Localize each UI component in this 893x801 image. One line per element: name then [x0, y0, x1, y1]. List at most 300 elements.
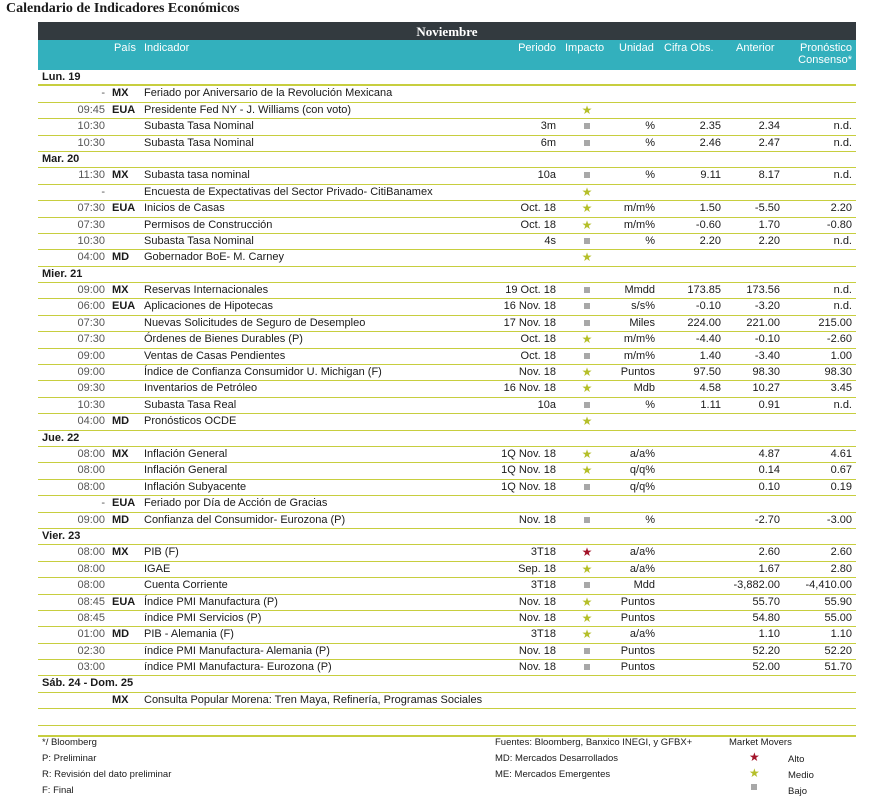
row-country: EUA — [112, 497, 136, 510]
table-row — [38, 365, 856, 381]
row-indicator: Subasta tasa nominal — [144, 169, 250, 182]
row-indicator: Ventas de Casas Pendientes — [144, 349, 286, 362]
header-indicador: Indicador — [144, 42, 190, 54]
row-forecast: n.d. — [833, 136, 852, 149]
row-indicator: Inflación Subyacente — [144, 480, 247, 493]
row-period: Nov. 18 — [518, 513, 556, 526]
row-forecast: -2.60 — [826, 333, 852, 346]
row-observed: 2.20 — [699, 234, 721, 247]
table-row — [38, 627, 856, 643]
footer-bloomberg: */ Bloomberg — [42, 737, 97, 748]
row-time: 09:00 — [77, 366, 105, 379]
table-row — [38, 644, 856, 660]
row-previous: 0.10 — [758, 480, 780, 493]
row-forecast: n.d. — [833, 169, 852, 182]
row-previous: -3,882.00 — [733, 579, 780, 592]
row-unit: m/m% — [623, 349, 655, 362]
impact-low-icon — [581, 645, 593, 657]
impact-medium-icon: ★ — [581, 381, 593, 396]
impact-low-icon — [581, 300, 593, 312]
row-previous: 0.91 — [758, 398, 780, 411]
impact-low-icon — [581, 514, 593, 526]
row-country: MX — [112, 169, 129, 182]
row-observed: 4.58 — [699, 382, 721, 395]
row-period: 10a — [537, 169, 556, 182]
table-row — [38, 250, 856, 266]
row-forecast: 2.80 — [830, 562, 852, 575]
row-time: 11:30 — [78, 169, 105, 182]
row-forecast: 3.45 — [830, 382, 852, 395]
row-previous: 8.17 — [758, 169, 780, 182]
row-unit: s/s% — [631, 300, 655, 313]
row-observed: 1.50 — [699, 202, 721, 215]
table-row — [38, 234, 856, 250]
row-previous: -3.20 — [754, 300, 780, 313]
row-indicator: Índice PMI Manufactura (P) — [144, 595, 278, 608]
legend-medio-icon: ★ — [749, 766, 760, 780]
legend-bajo-icon — [751, 784, 757, 790]
row-time: - — [101, 87, 105, 100]
row-period: 4s — [544, 234, 556, 247]
page-title: Calendario de Indicadores Económicos — [6, 1, 240, 16]
row-country: MD — [112, 628, 130, 641]
header-unidad: Unidad — [619, 42, 654, 54]
row-country: MX — [112, 447, 129, 460]
row-time: 06:00 — [77, 300, 105, 313]
row-observed: 9.11 — [700, 169, 721, 182]
row-period: Oct. 18 — [520, 349, 556, 362]
row-period: Nov. 18 — [518, 611, 556, 624]
row-unit: Puntos — [620, 595, 655, 608]
table-row — [38, 283, 856, 299]
row-observed: 2.46 — [699, 136, 721, 149]
row-forecast: -0.80 — [826, 218, 852, 231]
row-unit: m/m% — [623, 202, 655, 215]
row-time: 07:30 — [77, 333, 105, 346]
impact-low-icon — [581, 120, 593, 132]
row-previous: 2.20 — [758, 234, 780, 247]
row-forecast: 1.00 — [830, 349, 852, 362]
row-unit: m/m% — [623, 333, 655, 346]
date-label: Vier. 23 — [42, 529, 81, 542]
impact-low-icon — [581, 481, 593, 493]
row-time: 09:30 — [77, 382, 105, 395]
row-time: 02:30 — [77, 644, 105, 657]
table-row — [38, 595, 856, 611]
row-period: 1Q Nov. 18 — [501, 480, 556, 493]
row-previous: 55.70 — [752, 595, 780, 608]
row-previous: 1.70 — [758, 218, 780, 231]
row-unit: Puntos — [620, 661, 655, 674]
row-forecast: 52.20 — [824, 644, 852, 657]
row-forecast: 0.67 — [830, 464, 852, 477]
table-row — [38, 414, 856, 430]
row-time: - — [101, 497, 105, 510]
impact-medium-icon: ★ — [581, 561, 593, 576]
row-previous: 52.20 — [752, 644, 780, 657]
impact-medium-icon: ★ — [581, 446, 593, 461]
row-unit: Mdb — [633, 382, 655, 395]
impact-medium-icon: ★ — [581, 332, 593, 347]
row-observed: 173.85 — [687, 284, 721, 297]
row-indicator: Subasta Tasa Nominal — [144, 234, 254, 247]
row-forecast: 2.20 — [830, 202, 852, 215]
header-impacto: Impacto — [565, 42, 605, 54]
header-pronostico-line2: Consenso* — [798, 54, 852, 66]
impact-medium-icon: ★ — [581, 184, 593, 199]
row-previous: 4.87 — [758, 447, 780, 460]
row-unit: q/q% — [629, 464, 655, 477]
table-row — [38, 316, 856, 332]
row-previous: 1.67 — [758, 562, 780, 575]
row-unit: % — [645, 234, 655, 247]
row-unit: m/m% — [623, 218, 655, 231]
row-indicator: Confianza del Consumidor- Eurozona (P) — [144, 513, 346, 526]
row-forecast: n.d. — [833, 120, 852, 133]
table-row — [38, 545, 856, 561]
table-row — [38, 299, 856, 315]
date-label: Mar. 20 — [42, 152, 80, 165]
impact-low-icon — [581, 235, 593, 247]
footer-fuentes: Fuentes: Bloomberg, Banxico INEGI, y GFBX+ — [495, 737, 693, 748]
row-unit: Mmdd — [624, 284, 655, 297]
row-time: 10:30 — [77, 120, 105, 133]
row-country: EUA — [112, 103, 136, 116]
impact-medium-icon: ★ — [581, 217, 593, 232]
row-time: 09:00 — [77, 349, 105, 362]
row-previous: -3.40 — [754, 349, 780, 362]
row-previous: 0.14 — [758, 464, 780, 477]
row-observed: 1.40 — [699, 349, 721, 362]
impact-medium-icon: ★ — [581, 610, 593, 625]
row-country: MD — [112, 251, 130, 264]
row-country: EUA — [112, 595, 136, 608]
row-indicator: PIB (F) — [144, 546, 179, 559]
row-indicator: Inicios de Casas — [144, 202, 225, 215]
legend-bajo-label: Bajo — [788, 786, 808, 797]
header-pais: País — [114, 42, 137, 54]
impact-low-icon — [581, 317, 593, 329]
table-row — [38, 332, 856, 348]
row-indicator: Feriado por Aniversario de la Revolución Mexicana — [144, 87, 393, 100]
row-time: 09:45 — [77, 103, 105, 116]
table-row — [38, 660, 856, 676]
row-indicator: Encuesta de Expectativas del Sector Privado- CitiBanamex — [144, 185, 433, 198]
row-previous: 2.34 — [758, 120, 780, 133]
impact-low-icon — [581, 284, 593, 296]
row-forecast: n.d. — [833, 234, 852, 247]
row-indicator: Presidente Fed NY - J. Williams (con voto) — [144, 103, 352, 116]
row-time: 10:30 — [77, 136, 105, 149]
row-unit: Mdd — [633, 579, 655, 592]
table-row — [38, 693, 856, 709]
date-label: Mier. 21 — [42, 267, 83, 280]
row-unit: a/a% — [629, 562, 655, 575]
row-forecast: 215.00 — [818, 316, 852, 329]
row-time: 08:00 — [77, 480, 105, 493]
row-forecast: 98.30 — [824, 366, 852, 379]
row-previous: 221.00 — [746, 316, 780, 329]
row-time: 08:00 — [77, 546, 105, 559]
row-indicator: Pronósticos OCDE — [144, 415, 237, 428]
row-indicator: índice PMI Manufactura- Eurozona (P) — [144, 661, 332, 674]
table-header — [38, 40, 856, 70]
row-indicator: Gobernador BoE- M. Carney — [144, 251, 285, 264]
table-row — [38, 447, 856, 463]
table-row — [38, 136, 856, 152]
impact-high-icon: ★ — [581, 545, 593, 560]
row-country: EUA — [112, 202, 136, 215]
row-period: 3T18 — [530, 579, 556, 592]
row-indicator: índice PMI Manufactura- Alemania (P) — [144, 644, 330, 657]
footer-final: F: Final — [42, 785, 74, 796]
row-forecast: 2.60 — [830, 546, 852, 559]
table-row — [38, 398, 856, 414]
row-period: Nov. 18 — [518, 366, 556, 379]
row-period: Oct. 18 — [520, 218, 556, 231]
table-row — [38, 381, 856, 397]
row-forecast: n.d. — [833, 284, 852, 297]
row-unit: % — [645, 398, 655, 411]
impact-low-icon — [581, 169, 593, 181]
row-indicator: Aplicaciones de Hipotecas — [144, 300, 274, 313]
row-previous: 1.10 — [758, 628, 780, 641]
row-forecast: 0.19 — [830, 480, 852, 493]
row-unit: % — [645, 513, 655, 526]
footer-movers: Market Movers — [729, 737, 792, 748]
impact-medium-icon: ★ — [581, 627, 593, 642]
row-observed: 2.35 — [699, 120, 721, 133]
row-period: 1Q Nov. 18 — [501, 447, 556, 460]
row-previous: 54.80 — [752, 611, 780, 624]
impact-medium-icon: ★ — [581, 102, 593, 117]
header-pronostico-line1: Pronóstico — [800, 42, 852, 54]
row-period: 19 Oct. 18 — [505, 284, 556, 297]
row-time: 07:30 — [77, 218, 105, 231]
row-unit: Puntos — [620, 366, 655, 379]
row-country: MD — [112, 513, 130, 526]
row-indicator: Inflación General — [144, 464, 228, 477]
row-period: 3T18 — [530, 546, 556, 559]
row-observed: -0.60 — [695, 218, 721, 231]
row-time: 08:00 — [77, 447, 105, 460]
row-unit: Puntos — [620, 611, 655, 624]
row-period: Sep. 18 — [518, 562, 556, 575]
row-unit: % — [645, 169, 655, 182]
row-previous: 98.30 — [752, 366, 780, 379]
row-country: MX — [112, 87, 129, 100]
row-time: 03:00 — [77, 661, 105, 674]
row-unit: a/a% — [629, 447, 655, 460]
row-time: 08:45 — [77, 611, 105, 624]
row-previous: 10.27 — [752, 382, 780, 395]
row-time: 09:00 — [77, 513, 105, 526]
date-group-row — [38, 676, 856, 692]
table-row — [38, 513, 856, 529]
table-row — [38, 349, 856, 365]
impact-medium-icon: ★ — [581, 594, 593, 609]
row-observed: -4.40 — [695, 333, 721, 346]
row-forecast: n.d. — [833, 300, 852, 313]
row-previous: -2.70 — [754, 513, 780, 526]
legend-alto-label: Alto — [788, 754, 805, 765]
row-period: Nov. 18 — [518, 644, 556, 657]
row-period: 3m — [540, 120, 556, 133]
row-country: MX — [112, 693, 129, 706]
row-unit: Puntos — [620, 644, 655, 657]
impact-low-icon — [581, 350, 593, 362]
footer-preliminar: P: Preliminar — [42, 753, 97, 764]
row-unit: % — [645, 136, 655, 149]
table-row — [38, 480, 856, 496]
table-row — [38, 611, 856, 627]
row-period: 3T18 — [530, 628, 556, 641]
row-time: 09:00 — [77, 284, 105, 297]
row-previous: 52.00 — [752, 661, 780, 674]
header-anterior: Anterior — [736, 42, 775, 54]
row-forecast: 4.61 — [830, 447, 852, 460]
impact-low-icon — [581, 137, 593, 149]
impact-low-icon — [581, 399, 593, 411]
row-indicator: Permisos de Construcción — [144, 218, 273, 231]
row-period: 6m — [540, 136, 556, 149]
row-time: 08:00 — [77, 562, 105, 575]
table-row — [38, 119, 856, 135]
header-periodo: Periodo — [518, 42, 556, 54]
row-indicator: Inflación General — [144, 447, 228, 460]
table-row — [38, 709, 856, 725]
impact-medium-icon: ★ — [581, 201, 593, 216]
row-time: 04:00 — [77, 415, 105, 428]
row-previous: 2.47 — [758, 136, 780, 149]
footer — [38, 737, 856, 801]
footer-me: ME: Mercados Emergentes — [495, 769, 611, 780]
calendar-table-body — [38, 70, 856, 726]
row-indicator: Inventarios de Petróleo — [144, 382, 258, 395]
table-row — [38, 496, 856, 512]
row-unit: Miles — [629, 316, 655, 329]
row-country: EUA — [112, 300, 136, 313]
impact-medium-icon: ★ — [581, 463, 593, 478]
row-indicator: Feriado por Día de Acción de Gracias — [144, 497, 328, 510]
impact-medium-icon: ★ — [581, 365, 593, 380]
row-indicator: Consulta Popular Morena: Tren Maya, Refinería, Programas Sociales — [144, 693, 483, 706]
footer-revision: R: Revisión del dato preliminar — [42, 769, 172, 780]
row-time: 10:30 — [77, 234, 105, 247]
row-time: 07:30 — [77, 202, 105, 215]
table-row — [38, 463, 856, 479]
row-unit: % — [645, 120, 655, 133]
row-period: Nov. 18 — [518, 595, 556, 608]
row-indicator: Reservas Internacionales — [144, 284, 269, 297]
row-observed: 97.50 — [693, 366, 721, 379]
row-time: 08:00 — [77, 579, 105, 592]
row-forecast: 51.70 — [824, 661, 852, 674]
date-group-row — [38, 431, 856, 447]
month-header: Noviembre — [38, 22, 856, 40]
impact-low-icon — [581, 579, 593, 591]
row-period: 1Q Nov. 18 — [501, 464, 556, 477]
row-country: MX — [112, 284, 129, 297]
date-group-row — [38, 529, 856, 545]
table-row — [38, 103, 856, 119]
row-previous: -5.50 — [754, 202, 780, 215]
row-forecast: n.d. — [833, 398, 852, 411]
row-forecast: -3.00 — [826, 513, 852, 526]
row-country: MX — [112, 546, 129, 559]
row-time: 10:30 — [77, 398, 105, 411]
impact-low-icon — [581, 661, 593, 673]
date-label: Jue. 22 — [42, 431, 80, 444]
row-observed: 224.00 — [687, 316, 721, 329]
row-indicator: Subasta Tasa Nominal — [144, 120, 254, 133]
row-observed: 1.11 — [700, 398, 721, 411]
row-previous: 2.60 — [758, 546, 780, 559]
row-period: 17 Nov. 18 — [503, 316, 556, 329]
row-period: Oct. 18 — [520, 202, 556, 215]
row-period: 16 Nov. 18 — [503, 382, 556, 395]
table-row — [38, 185, 856, 201]
row-indicator: Nuevas Solicitudes de Seguro de Desempleo — [144, 316, 366, 329]
row-country: MD — [112, 415, 130, 428]
row-indicator: Órdenes de Bienes Durables (P) — [144, 333, 303, 346]
row-previous: 173.56 — [746, 284, 780, 297]
impact-medium-icon: ★ — [581, 414, 593, 429]
date-group-row — [38, 152, 856, 168]
row-indicator: PIB - Alemania (F) — [144, 628, 234, 641]
row-period: 16 Nov. 18 — [503, 300, 556, 313]
row-time: 08:45 — [77, 595, 105, 608]
legend-medio-label: Medio — [788, 770, 814, 781]
row-time: 08:00 — [77, 464, 105, 477]
impact-medium-icon: ★ — [581, 250, 593, 265]
row-forecast: 1.10 — [830, 628, 852, 641]
header-pronostico — [798, 42, 852, 66]
row-time: - — [101, 185, 105, 198]
row-forecast: 55.00 — [824, 611, 852, 624]
row-period: Oct. 18 — [520, 333, 556, 346]
row-time: 07:30 — [77, 316, 105, 329]
row-indicator: índice PMI Servicios (P) — [144, 611, 262, 624]
row-observed: -0.10 — [695, 300, 721, 313]
row-unit: a/a% — [629, 628, 655, 641]
row-indicator: Índice de Confianza Consumidor U. Michigan (F) — [144, 366, 382, 379]
date-label: Lun. 19 — [42, 71, 81, 83]
row-forecast: -4,410.00 — [805, 579, 852, 592]
row-indicator: IGAE — [144, 562, 171, 575]
row-previous: -0.10 — [754, 333, 780, 346]
date-group-row — [38, 70, 856, 86]
row-time: 04:00 — [77, 251, 105, 264]
table-row — [38, 86, 856, 102]
row-indicator: Subasta Tasa Nominal — [144, 136, 254, 149]
row-forecast: 55.90 — [824, 595, 852, 608]
table-row — [38, 562, 856, 578]
legend-alto-icon: ★ — [749, 750, 760, 764]
table-row — [38, 168, 856, 184]
row-indicator: Subasta Tasa Real — [144, 398, 237, 411]
date-group-row — [38, 267, 856, 283]
header-cifra: Cifra Obs. — [664, 42, 714, 54]
row-period: Nov. 18 — [518, 661, 556, 674]
table-row — [38, 218, 856, 234]
row-indicator: Cuenta Corriente — [144, 579, 228, 592]
table-row — [38, 201, 856, 217]
row-period: 10a — [537, 398, 556, 411]
table-row — [38, 578, 856, 594]
date-label: Sáb. 24 - Dom. 25 — [42, 677, 134, 690]
row-unit: a/a% — [629, 546, 655, 559]
